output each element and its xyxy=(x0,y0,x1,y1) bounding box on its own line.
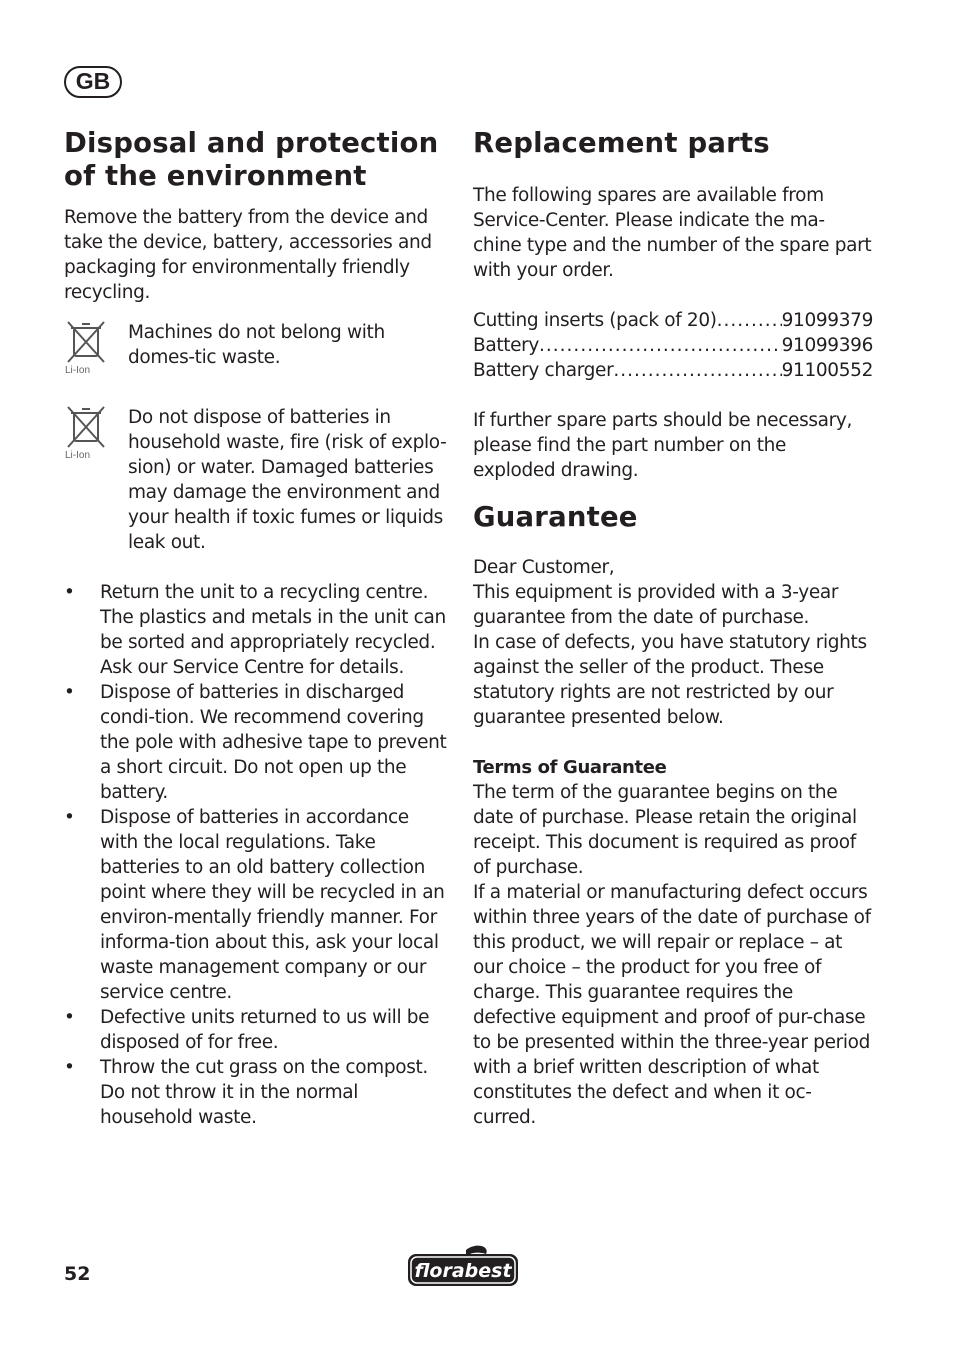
parts-intro: The following spares are available from Service-Center. Please indicate the ma-chine type and the number of the spare part with your order. xyxy=(473,185,872,281)
replacement-parts-title: Replacement parts xyxy=(473,127,770,159)
part-row xyxy=(473,308,873,333)
svg-text:Li-Ion: Li-Ion xyxy=(65,450,91,461)
disposal-title: Disposal and protection of the environment xyxy=(64,127,439,192)
part-number: 91100552 xyxy=(781,360,873,381)
parts-guarantee-section xyxy=(473,127,873,1130)
disposal-section xyxy=(64,127,450,1130)
florabest-logo xyxy=(406,1244,520,1294)
part-row xyxy=(473,358,873,383)
crossed-bin-li-ion-icon xyxy=(64,320,114,380)
part-number: 91099396 xyxy=(781,335,873,356)
terms-paragraph: If a material or manufacturing defect occurs within three years of the date of purchase of this product, we will repair or replace – at our choice – the product for you free of charge. This guarantee requires the defective equipment and proof of pur-chase to be presented within the three-year period with a brief written description of what constitutes the defect and when it oc-curred. xyxy=(473,882,871,1128)
leader-dots xyxy=(613,358,781,383)
part-name: Cutting inserts (pack of 20) xyxy=(473,310,717,331)
part-name: Battery charger xyxy=(473,360,614,381)
svg-text:florabest: florabest xyxy=(414,1260,512,1282)
terms-title: Terms of Guarantee xyxy=(473,757,667,778)
disposal-bullet-list xyxy=(64,580,450,1130)
page-number: 52 xyxy=(64,1263,91,1285)
parts-list xyxy=(473,308,873,383)
svg-text:Li-Ion: Li-Ion xyxy=(65,365,91,376)
parts-note: If further spare parts should be necessary, please find the part number on the exploded drawing. xyxy=(473,410,853,481)
terms-paragraph: The term of the guarantee begins on the date of purchase. Please retain the original receipt. This document is required as proof of purchase. xyxy=(473,782,857,878)
guarantee-title: Guarantee xyxy=(473,501,638,533)
symbol-row-batteries xyxy=(64,405,450,555)
leader-dots xyxy=(539,333,782,358)
part-row xyxy=(473,333,873,358)
crossed-bin-li-ion-icon xyxy=(64,405,114,555)
guarantee-paragraph: In case of defects, you have statutory rights against the seller of the product. These statutory rights are not restricted by our guarantee presented below. xyxy=(473,632,867,728)
disposal-intro: Remove the battery from the device and take the device, battery, accessories and packaging for environmentally friendly recycling. xyxy=(64,207,432,303)
leader-dots xyxy=(717,308,782,333)
guarantee-greeting: Dear Customer, xyxy=(473,557,615,578)
symbol-text-machines: Machines do not belong with domes-tic waste. xyxy=(128,322,385,368)
list-item: • Dispose of batteries in discharged condi-tion. We recommend covering the pole with adhesive tape to prevent a short circuit. Do not open up the battery. xyxy=(64,680,450,805)
guarantee-paragraph: This equipment is provided with a 3-year guarantee from the date of purchase. xyxy=(473,582,839,628)
list-item: • Throw the cut grass on the compost. Do not throw it in the normal household waste. xyxy=(64,1055,450,1130)
list-item: • Return the unit to a recycling centre. The plastics and metals in the unit can be sorted and appropriately recycled. Ask our Service Centre for details. xyxy=(64,580,450,680)
part-number: 91099379 xyxy=(781,310,873,331)
list-item: • Dispose of batteries in accordance with the local regulations. Take batteries to an old battery collection point where they will be recycled in an environ-mentally friendly manner. For informa-tion about this, ask your local waste management company or our service centre. xyxy=(64,805,450,1005)
part-name: Battery xyxy=(473,335,540,356)
symbol-text-batteries: Do not dispose of batteries in household waste, fire (risk of explo-sion) or water. Damaged batteries may damage the environment and your health if toxic fumes or liquids leak out. xyxy=(128,407,447,553)
language-badge: GB xyxy=(64,66,122,98)
symbol-row-machines xyxy=(64,320,450,380)
list-item: • Defective units returned to us will be disposed of for free. xyxy=(64,1005,450,1055)
